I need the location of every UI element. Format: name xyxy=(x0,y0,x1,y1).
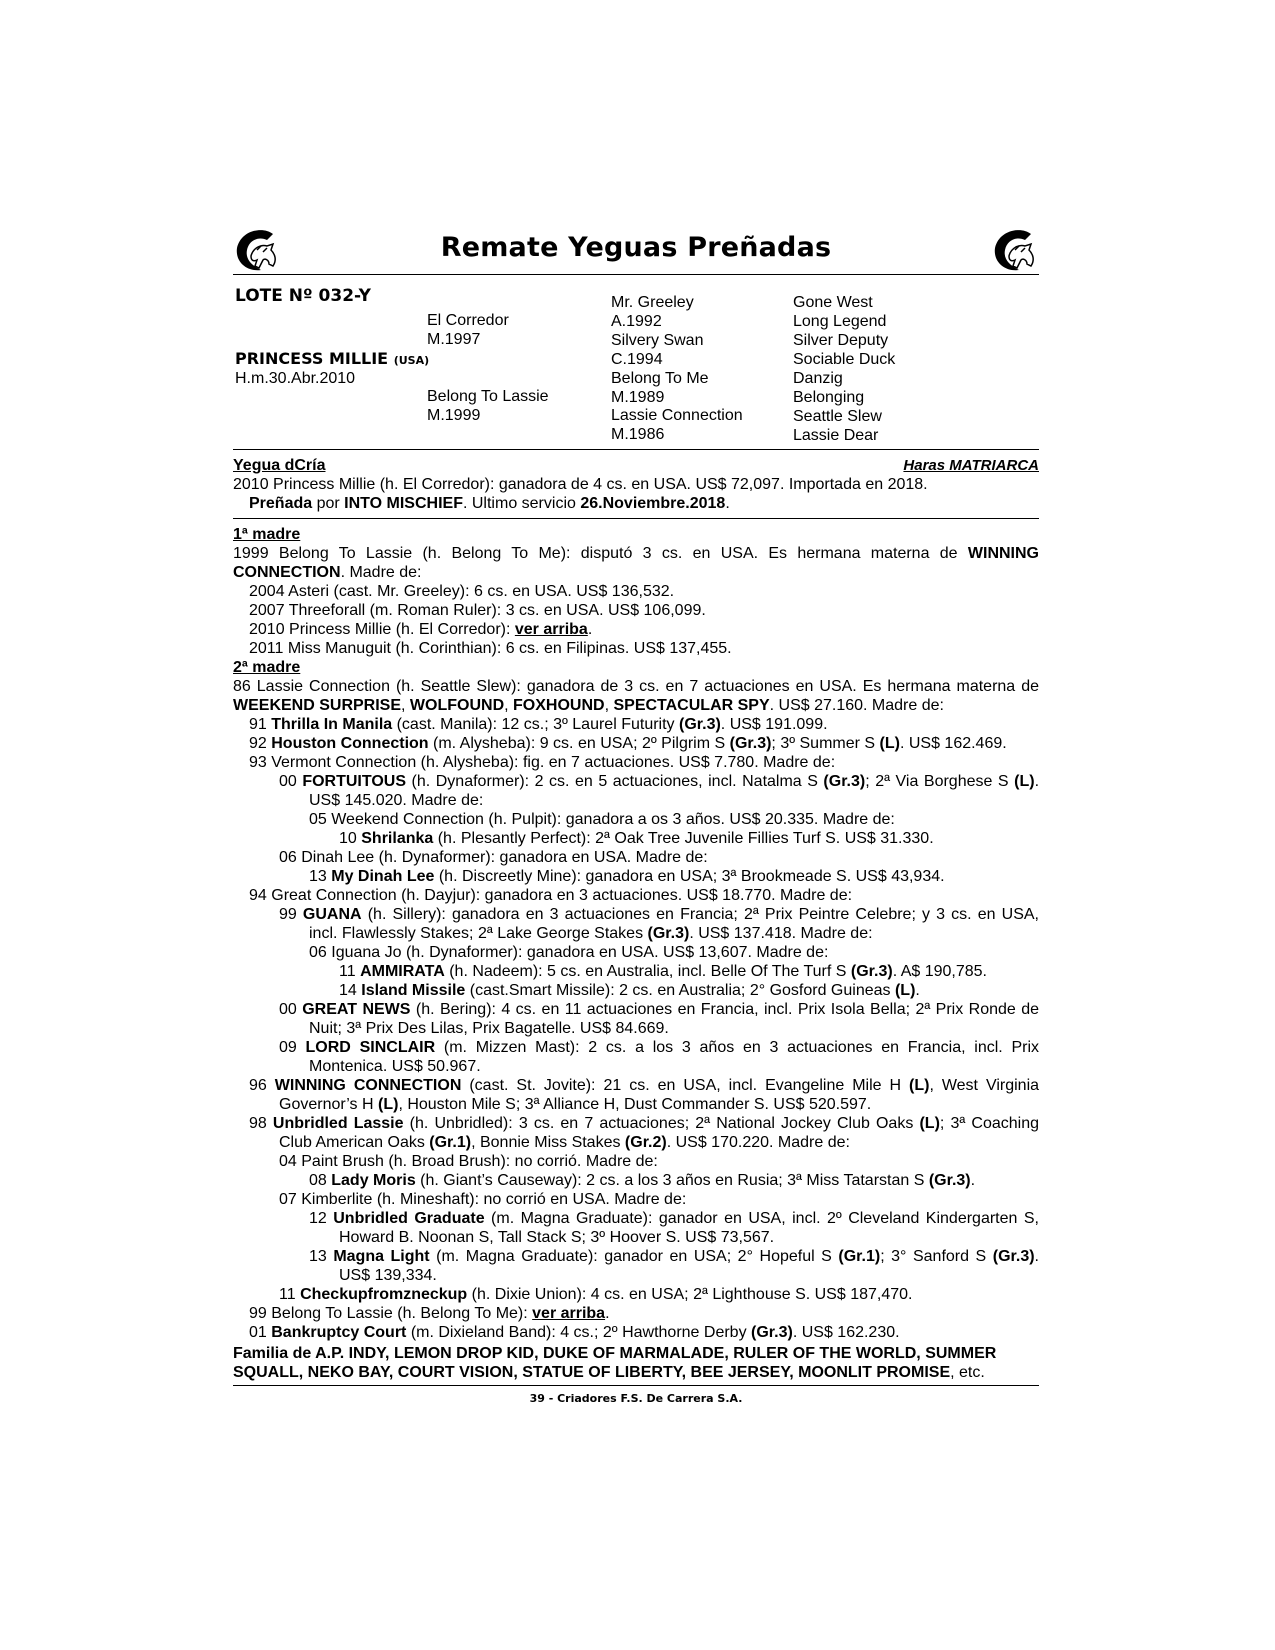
produce-line: 07 Kimberlite (h. Mineshaft): no corrió en USA. Madre de: xyxy=(279,1191,687,1208)
section-heading: 1ª madre xyxy=(233,526,301,543)
last-service-date: 26.Noviembre.2018 xyxy=(580,495,726,512)
bold-text: Bankruptcy Court xyxy=(271,1324,407,1341)
text: 09 xyxy=(279,1039,306,1056)
bold-text: Island Missile xyxy=(361,982,466,999)
text: , Bonnie Miss Stakes xyxy=(471,1134,625,1151)
bold-text: (Gr.3) xyxy=(992,1248,1035,1265)
grandparent-info: A.1992 xyxy=(611,313,662,330)
page-footer: 39 - Criadores F.S. De Carrera S.A. xyxy=(529,1392,743,1405)
produce-line xyxy=(233,1323,1039,1342)
horse-ref: SPECTACULAR SPY xyxy=(613,697,770,714)
sire-name: El Corredor xyxy=(427,312,509,329)
bold-text: Magna Light xyxy=(333,1248,430,1265)
great-grandparent: Sociable Duck xyxy=(793,351,896,368)
text: (m. Mizzen Mast): 2 cs. a los 3 años en 3 actuaciones en Francia, incl. Prix Montenica. US$ 50.967. xyxy=(309,1039,1040,1075)
grandparent-info: C.1994 xyxy=(611,351,663,368)
produce-line: 2007 Threeforall (m. Roman Ruler): 3 cs. en USA. US$ 106,099. xyxy=(249,602,706,619)
text: ; 3ª Coaching Club American Oaks xyxy=(279,1115,1040,1151)
bold-text: (Gr.3) xyxy=(751,1324,793,1341)
bold-text: (L) xyxy=(1014,773,1035,790)
text: . US$ 139,334. xyxy=(339,1248,1039,1284)
text: 1999 Belong To Lassie (h. Belong To Me): disputó 3 cs. en USA. Es hermana materna de xyxy=(233,545,968,562)
text: (cast.Smart Missile): 2 cs. en Australia; 2° Gosford Guineas xyxy=(465,982,895,999)
bold-text: AMMIRATA xyxy=(360,963,445,980)
bold-text: Checkupfromzneckup xyxy=(300,1286,468,1303)
family-list: Familia de A.P. INDY, LEMON DROP KID, DUKE OF MARMALADE, RULER OF THE WORLD, SUMMER SQUALL, NEKO BAY, COURT VISION, STATUE OF LIBERTY, BEE JERSEY, MOONLIT PROMISE xyxy=(233,1345,997,1381)
bold-text: Lady Moris xyxy=(331,1172,416,1189)
pregnancy-label: Preñada xyxy=(249,495,313,512)
section-heading: 2ª madre xyxy=(233,659,301,676)
horse-ref: WINNING CONNECTION xyxy=(233,545,1039,581)
text: 08 xyxy=(309,1172,332,1189)
produce-line xyxy=(233,905,1039,943)
horse-name xyxy=(235,349,429,370)
text: 11 xyxy=(279,1286,301,1303)
text: . A$ 190,785. xyxy=(892,963,987,980)
bold-text: GREAT NEWS xyxy=(302,1001,411,1018)
text: (h. Bering): 4 cs. en 11 actuaciones en Francia, incl. Prix Isola Bella; 2ª Prix Ronde de Nuit; 3ª Prix Des Lilas, Prix Bagatelle. US$ 84.669. xyxy=(309,1001,1040,1037)
great-grandparent: Long Legend xyxy=(793,313,887,330)
text: 99 xyxy=(279,906,303,923)
text: 11 xyxy=(339,963,361,980)
text: 10 xyxy=(339,830,362,847)
bold-text: Unbridled Lassie xyxy=(272,1115,404,1132)
text: 12 xyxy=(309,1210,334,1227)
bold-text: (Gr.3) xyxy=(850,963,893,980)
text: , etc. xyxy=(950,1364,985,1381)
text: (cast. Manila): 12 cs.; 3º Laurel Futurity xyxy=(392,716,679,733)
great-grandparent: Seattle Slew xyxy=(793,408,882,425)
text: . US$ 137.418. Madre de: xyxy=(689,925,873,942)
text: . xyxy=(915,982,920,999)
produce-line: 93 Vermont Connection (h. Alysheba): fig. en 7 actuaciones. US$ 7.780. Madre de: xyxy=(249,754,836,771)
text: (h. Plesantly Perfect): 2ª Oak Tree Juvenile Fillies Turf S. US$ 31.330. xyxy=(433,830,934,847)
bold-text: FORTUITOUS xyxy=(302,773,407,790)
grandparent-name: Lassie Connection xyxy=(611,407,743,424)
produce-line xyxy=(233,867,1039,886)
bold-text: (Gr.1) xyxy=(838,1248,881,1265)
grandparent-name: Silvery Swan xyxy=(611,332,704,349)
grandparent xyxy=(611,406,743,444)
horse-birth: H.m.30.Abr.2010 xyxy=(235,370,356,387)
pedigree-table xyxy=(233,275,1039,450)
text: . xyxy=(970,1172,976,1189)
grandparent-info: M.1986 xyxy=(611,426,665,443)
grandparent-info: M.1989 xyxy=(611,389,665,406)
produce-line xyxy=(233,772,1039,810)
text: . US$ 27.160. Madre de: xyxy=(769,697,944,714)
text: , xyxy=(401,697,410,714)
produce-line xyxy=(233,620,1039,639)
produce-line xyxy=(233,1285,1039,1304)
text: . Madre de: xyxy=(340,564,422,581)
text: . US$ 162.469. xyxy=(899,735,1007,752)
produce-line: 06 Dinah Lee (h. Dynaformer): ganadora en USA. Madre de: xyxy=(279,849,708,866)
text: 98 xyxy=(249,1115,273,1132)
grandparent xyxy=(611,331,703,369)
text: (h. Unbridled): 3 cs. en 7 actuaciones; 2ª National Jockey Club Oaks xyxy=(403,1115,920,1132)
bold-text: (Gr.3) xyxy=(729,735,772,752)
text: . US$ 162.230. xyxy=(792,1324,900,1341)
bold-text: Shrilanka xyxy=(361,830,434,847)
stud-name: Haras MATRIARCA xyxy=(903,457,1039,474)
produce-line xyxy=(233,981,1039,1000)
horse-name-text: PRINCESS MILLIE xyxy=(235,349,389,368)
horse-ref: WOLFOUND xyxy=(409,697,505,714)
text: 92 xyxy=(249,735,272,752)
text: . US$ 170.220. Madre de: xyxy=(666,1134,850,1151)
produce-line xyxy=(233,1114,1039,1152)
see-above-link[interactable]: ver arriba xyxy=(514,621,588,638)
first-dam-section xyxy=(233,525,1039,658)
bold-text: (L) xyxy=(378,1096,399,1113)
bold-text: GUANA xyxy=(302,906,362,923)
second-dam-section xyxy=(233,658,1039,1342)
text: (cast. St. Jovite): 21 cs. en USA, incl. Evangeline Mile H xyxy=(461,1077,909,1094)
produce-line xyxy=(233,1304,1039,1323)
text: 13 xyxy=(309,868,332,885)
text: 96 xyxy=(249,1077,275,1094)
text: 01 xyxy=(249,1324,272,1341)
horse-origin: (USA) xyxy=(393,354,430,367)
text: (h. Giant’s Causeway): 2 cs. a los 3 años en Rusia; 3ª Miss Tatarstan S xyxy=(415,1172,929,1189)
bold-text: (Gr.3) xyxy=(823,773,866,790)
section-heading: Yegua dCría xyxy=(233,457,326,474)
bold-text: Houston Connection xyxy=(271,735,429,752)
lot-number: LOTE Nº 032-Y xyxy=(235,286,371,306)
text: 91 xyxy=(249,716,272,733)
text: , Houston Mile S; 3ª Alliance H, Dust Commander S. US$ 520.597. xyxy=(398,1096,872,1113)
bold-text: (Gr.3) xyxy=(928,1172,971,1189)
page-header xyxy=(233,222,1039,275)
text: ; 2ª Via Borghese S xyxy=(865,773,1015,790)
bold-text: (L) xyxy=(919,1115,940,1132)
text: (h. Nadeem): 5 cs. en Australia, incl. Belle Of The Turf S xyxy=(444,963,851,980)
sire xyxy=(427,311,509,349)
produce-line xyxy=(233,1076,1039,1114)
produce-line xyxy=(233,1000,1039,1038)
great-grandparent: Silver Deputy xyxy=(793,332,889,349)
covering-sire: INTO MISCHIEF xyxy=(344,495,463,512)
text: 86 Lassie Connection (h. Seattle Slew): ganadora de 3 cs. en 7 actuaciones en USA. Es hermana materna de xyxy=(233,678,1039,695)
text: (m. Alysheba): 9 cs. en USA; 2º Pilgrim S xyxy=(428,735,730,752)
horse-ref: WEEKEND SURPRISE xyxy=(233,697,402,714)
text: 13 xyxy=(309,1248,334,1265)
great-grandparent: Gone West xyxy=(793,294,873,311)
second-dam-intro xyxy=(233,677,1039,715)
text: (m. Dixieland Band): 4 cs.; 2º Hawthorne Derby xyxy=(406,1324,752,1341)
produce-line xyxy=(233,1038,1039,1076)
bold-text: (Gr.1) xyxy=(429,1134,472,1151)
bold-text: (L) xyxy=(894,982,916,999)
bold-text: My Dinah Lee xyxy=(331,868,435,885)
bold-text: (L) xyxy=(879,735,900,752)
bold-text: Unbridled Graduate xyxy=(333,1210,485,1227)
bold-text: WINNING CONNECTION xyxy=(274,1077,462,1094)
produce-line: 2004 Asteri (cast. Mr. Greeley): 6 cs. en USA. US$ 136,532. xyxy=(249,583,675,600)
text: 14 xyxy=(339,982,362,999)
bold-text: (Gr.2) xyxy=(624,1134,667,1151)
text: . US$ 145.020. Madre de: xyxy=(309,773,1040,809)
produce-line xyxy=(233,1171,1039,1190)
produce-line xyxy=(233,829,1039,848)
text: (h. Dynaformer): 2 cs. en 5 actuaciones, incl. Natalma S xyxy=(406,773,824,790)
text: , West Virginia Governor’s H xyxy=(279,1077,1040,1113)
produce-line: 06 Iguana Jo (h. Dynaformer): ganadora en USA. US$ 13,607. Madre de: xyxy=(309,944,829,961)
text: . xyxy=(725,495,730,512)
grandparent-name: Mr. Greeley xyxy=(611,294,694,311)
produce-line xyxy=(233,1209,1039,1247)
bold-text: (Gr.3) xyxy=(647,925,690,942)
great-grandparent: Danzig xyxy=(793,370,843,387)
bold-text: (Gr.3) xyxy=(679,716,721,733)
great-grandparent: Lassie Dear xyxy=(793,427,879,444)
bold-text: LORD SINCLAIR xyxy=(305,1039,436,1056)
grandparent xyxy=(611,369,709,407)
grandparent xyxy=(611,293,694,331)
text: . Ultimo servicio xyxy=(462,495,581,512)
family-note xyxy=(233,1344,1039,1386)
text: (m. Magna Graduate): ganador en USA, incl. 2º Cleveland Kindergarten S, Howard B. Noonan S, Tall Stack S; 3º Hoover S. US$ 73,567. xyxy=(339,1210,1039,1246)
dam-info: M.1999 xyxy=(427,407,481,424)
produce-line: 94 Great Connection (h. Dayjur): ganadora en 3 actuaciones. US$ 18.770. Madre de: xyxy=(249,887,853,904)
horse-ref: FOXHOUND xyxy=(513,697,605,714)
text: . xyxy=(605,1305,610,1322)
text: 00 xyxy=(279,773,303,790)
broodmare-header xyxy=(233,456,1039,475)
text: ; 3° Sanford S xyxy=(880,1248,993,1265)
produce-line xyxy=(233,715,1039,734)
text: (h. Sillery): ganadora en 3 actuaciones en Francia; 2ª Prix Peintre Celebre; y 3 cs. en USA, incl. Flawlessly Stakes; 2ª Lake George Stakes xyxy=(309,906,1039,942)
horse-logo-icon xyxy=(991,226,1039,274)
broodmare-record: 2010 Princess Millie (h. El Corredor): ganadora de 4 cs. en USA. US$ 72,097. Importada en 2018. xyxy=(233,476,928,493)
bold-text: (L) xyxy=(909,1077,930,1094)
great-grandparents xyxy=(793,293,895,445)
text: , xyxy=(504,697,514,714)
produce-line xyxy=(233,734,1039,753)
text: ; 3º Summer S xyxy=(771,735,880,752)
bold-text: Thrilla In Manila xyxy=(271,716,393,733)
text: por xyxy=(312,495,345,512)
pregnancy-line xyxy=(233,494,1039,513)
catalog-page xyxy=(233,222,1039,1405)
grandparent-name: Belong To Me xyxy=(611,370,709,387)
broodmare-section xyxy=(233,450,1039,519)
text: (m. Magna Graduate): ganador en USA; 2° Hopeful S xyxy=(429,1248,839,1265)
produce-line: 2011 Miss Manuguit (h. Corinthian): 6 cs. en Filipinas. US$ 137,455. xyxy=(249,640,732,657)
dam-name: Belong To Lassie xyxy=(427,388,549,405)
produce-line: 04 Paint Brush (h. Broad Brush): no corrió. Madre de: xyxy=(279,1153,658,1170)
text: . US$ 191.099. xyxy=(720,716,828,733)
see-above-link[interactable]: ver arriba xyxy=(532,1305,606,1322)
text: (h. Dixie Union): 4 cs. en USA; 2ª Lighthouse S. US$ 187,470. xyxy=(467,1286,913,1303)
text: , xyxy=(604,697,614,714)
text: . xyxy=(587,621,593,638)
first-dam-intro xyxy=(233,544,1039,582)
sire-info: M.1997 xyxy=(427,331,481,348)
text: 99 Belong To Lassie (h. Belong To Me): xyxy=(249,1305,533,1322)
text: (h. Discreetly Mine): ganadora en USA; 3ª Brookmeade S. US$ 43,934. xyxy=(434,868,945,885)
produce-line xyxy=(233,962,1039,981)
text: 00 xyxy=(279,1001,303,1018)
produce-line: 05 Weekend Connection (h. Pulpit): ganadora a os 3 años. US$ 20.335. Madre de: xyxy=(309,811,895,828)
great-grandparent: Belonging xyxy=(793,389,865,406)
dam xyxy=(427,387,549,425)
produce-line xyxy=(233,1247,1039,1285)
text: 2010 Princess Millie (h. El Corredor): xyxy=(249,621,515,638)
page-title: Remate Yeguas Preñadas xyxy=(440,232,832,263)
